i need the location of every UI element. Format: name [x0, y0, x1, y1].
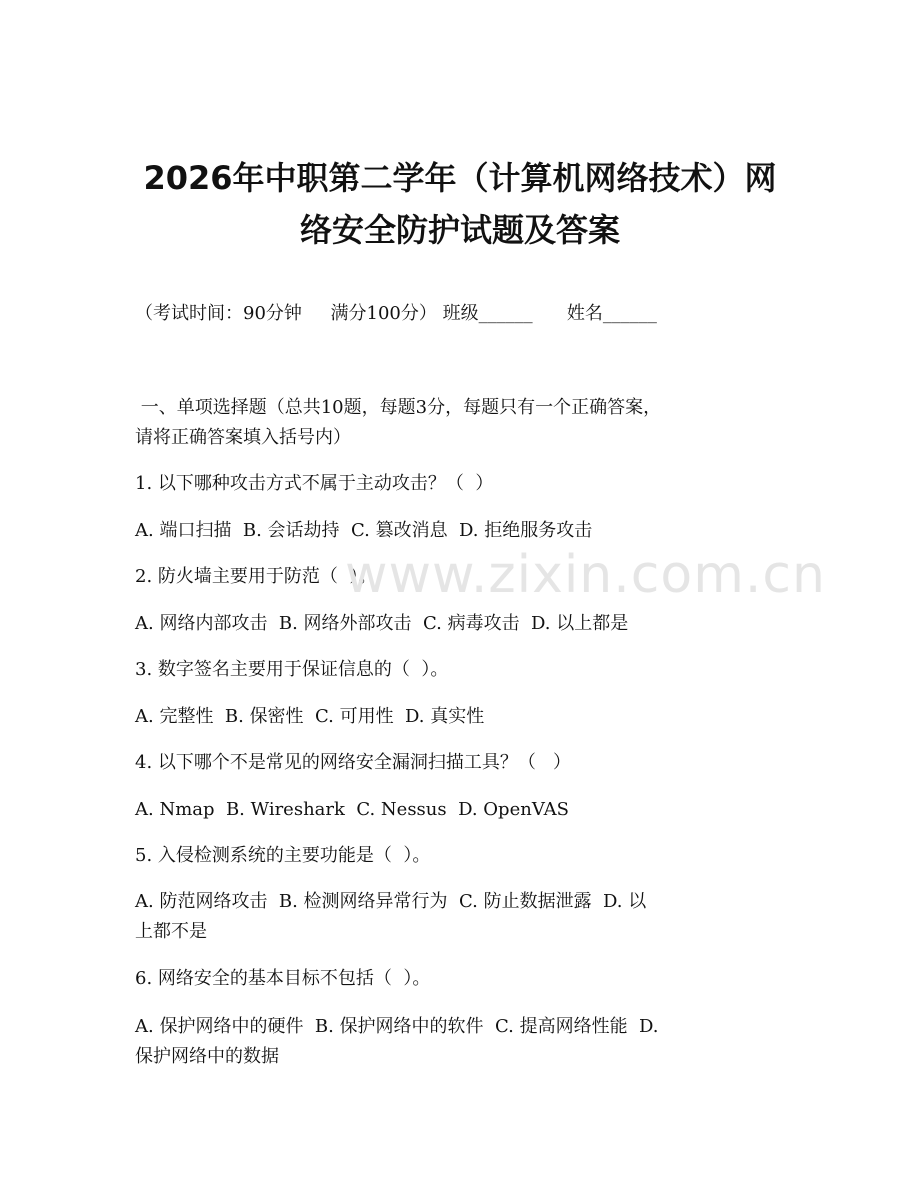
- title-line-2: 络安全防护试题及答案: [299, 211, 620, 249]
- watermark: www.zixin.com.cn: [345, 545, 826, 605]
- question-5: 5. 入侵检测系统的主要功能是（ ）。: [135, 845, 431, 866]
- question-6-options-line-1: A. 保护网络中的硬件 B. 保护网络中的软件 C. 提高网络性能 D.: [135, 1016, 659, 1037]
- exam-info: （考试时间：90分钟 满分100分） 班级______ 姓名______: [135, 303, 657, 324]
- question-5-options-line-2: 上都不是: [135, 921, 207, 942]
- question-6-options-line-2: 保护网络中的数据: [135, 1046, 279, 1067]
- question-5-options-line-1: A. 防范网络攻击 B. 检测网络异常行为 C. 防止数据泄露 D. 以: [135, 891, 647, 912]
- question-2: 2. 防火墙主要用于防范（ ）。: [135, 566, 377, 587]
- section-heading-line-1: 一、单项选择题（总共10题，每题3分，每题只有一个正确答案，: [135, 397, 662, 418]
- page-title: [120, 152, 800, 256]
- question-1: 1. 以下哪种攻击方式不属于主动攻击？（ ）: [135, 473, 494, 494]
- question-4: 4. 以下哪个不是常见的网络安全漏洞扫描工具？（ ）: [135, 752, 572, 773]
- question-2-options: A. 网络内部攻击 B. 网络外部攻击 C. 病毒攻击 D. 以上都是: [135, 613, 629, 634]
- question-4-options: A. Nmap B. Wireshark C. Nessus D. OpenVAS: [135, 799, 569, 820]
- question-3-options: A. 完整性 B. 保密性 C. 可用性 D. 真实性: [135, 706, 485, 727]
- title-line-1: 2026年中职第二学年（计算机网络技术）网: [143, 159, 777, 197]
- section-heading-line-2: 请将正确答案填入括号内）: [135, 427, 351, 448]
- question-6: 6. 网络安全的基本目标不包括（ ）。: [135, 968, 431, 989]
- question-1-options: A. 端口扫描 B. 会话劫持 C. 篡改消息 D. 拒绝服务攻击: [135, 520, 593, 541]
- question-3: 3. 数字签名主要用于保证信息的（ ）。: [135, 659, 449, 680]
